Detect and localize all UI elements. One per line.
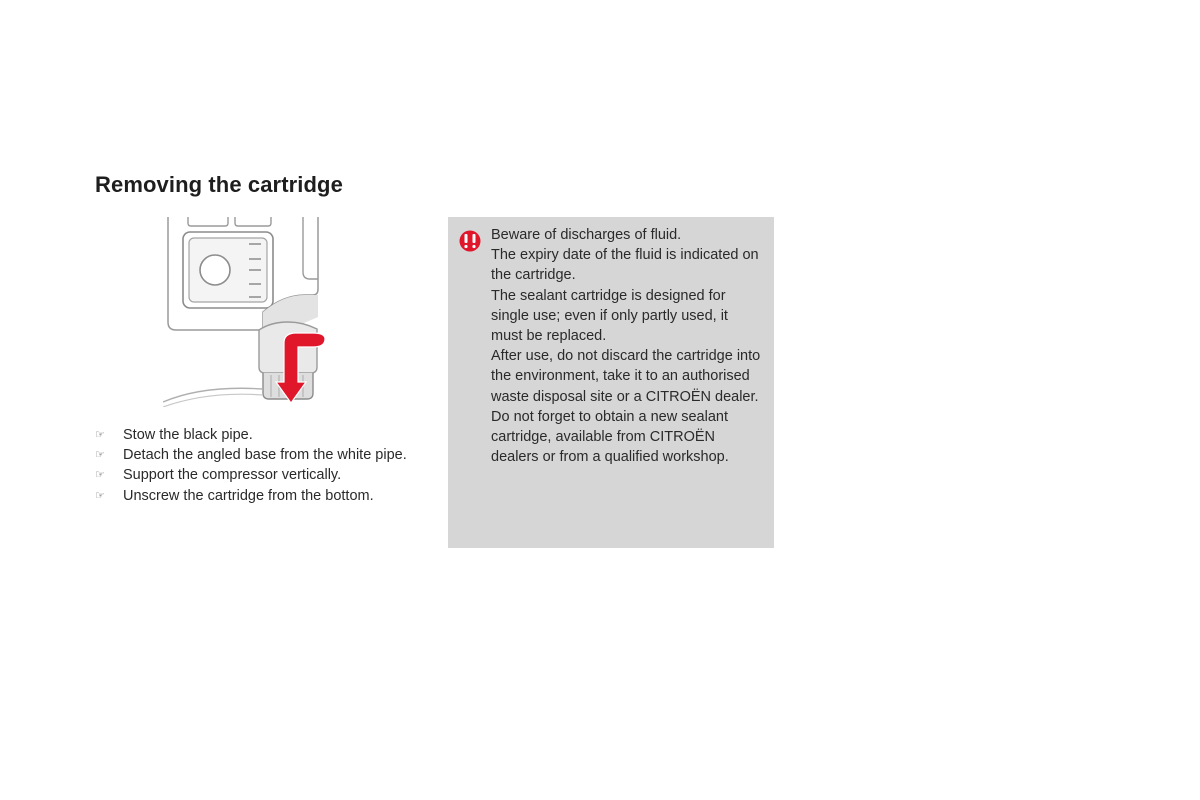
- pointing-hand-bullet-icon: ☞: [95, 469, 105, 482]
- warning-box: [448, 217, 774, 548]
- step-text: Support the compressor vertically.: [123, 467, 342, 484]
- step-text: Stow the black pipe.: [123, 427, 253, 443]
- warning-text: [491, 225, 763, 467]
- warning-paragraph: The sealant cartridge is designed for single use; even if only partly used, it must be replaced.: [491, 287, 728, 345]
- warning-paragraph: After use, do not discard the cartridge into the environment, take it to an authorised waste disposal site or a CITROËN dealer.: [491, 348, 761, 405]
- warning-paragraph: Beware of discharges of fluid.: [491, 227, 682, 243]
- step-text: Detach the angled base from the white pipe.: [123, 447, 407, 464]
- step-list: [95, 425, 407, 506]
- section-title: Removing the cartridge: [95, 172, 343, 197]
- warning-paragraph: The expiry date of the fluid is indicated on the cartridge.: [491, 247, 759, 284]
- pointing-hand-bullet-icon: ☞: [95, 489, 105, 502]
- step-item: [95, 486, 407, 506]
- warning-exclamation-icon: [459, 230, 481, 252]
- step-item: [95, 445, 407, 465]
- pointing-hand-bullet-icon: ☞: [95, 449, 105, 462]
- step-item: [95, 465, 407, 485]
- warning-paragraph: Do not forget to obtain a new sealant cartridge, available from CITROËN dealers or from a qualified workshop.: [491, 408, 729, 466]
- cartridge-removal-illustration: [163, 217, 333, 407]
- step-item: [95, 425, 407, 445]
- step-text: Unscrew the cartridge from the bottom.: [123, 487, 374, 504]
- pointing-hand-bullet-icon: ☞: [95, 429, 105, 441]
